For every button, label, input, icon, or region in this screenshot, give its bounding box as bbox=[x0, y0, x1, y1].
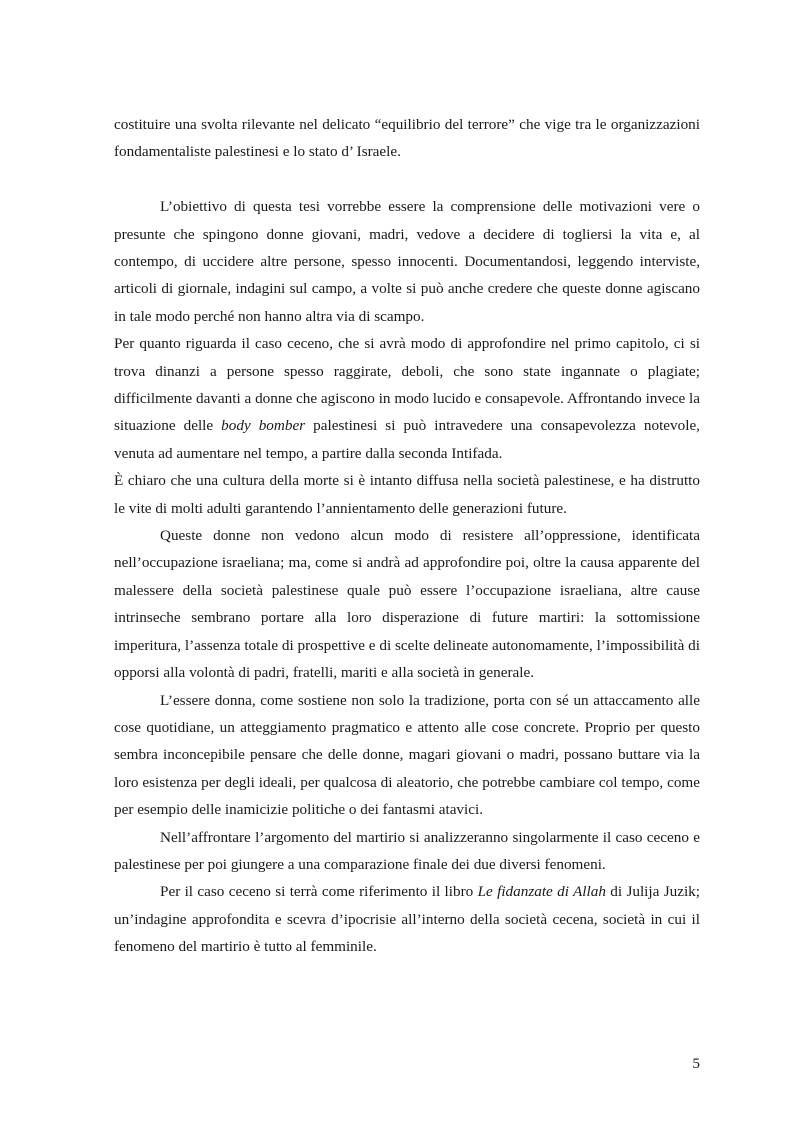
paragraph-8 bbox=[114, 878, 700, 960]
paragraph-1: costituire una svolta rilevante nel delicato “equilibrio del terrore” che vige tra le organizzazioni fondamentaliste palestinesi e lo stato d’ Israele. bbox=[114, 116, 700, 161]
paragraph-8-text-a: Per il caso ceceno si terrà come riferimento il libro bbox=[160, 883, 478, 901]
paragraph-8-text-b: di Julija Juzik; un’indagine approfondita e scevra d’ipocrisie all’interno della società cecena, società in cui il fenomeno del martirio è tutto al femminile. bbox=[114, 883, 700, 956]
paragraph-4: È chiaro che una cultura della morte si è intanto diffusa nella società palestinese, e ha distrutto le vite di molti adulti garantendo l’annientamento delle generazioni future. bbox=[114, 472, 700, 517]
paragraph-5: Queste donne non vedono alcun modo di resistere all’oppressione, identificata nell’occupazione israeliana; ma, come si andrà ad approfondire poi, oltre la causa apparente del malessere della società palestinese quale può essere l’occupazione israeliana, altre cause intrinseche sembrano portare alla loro disperazione di future martiri: la sottomissione imperitura, l’assenza totale di prospettive e di scelte delineate autonomamente, l’impossibilità di opporsi alla volontà di padri, fratelli, mariti e alla società in generale. bbox=[114, 527, 700, 682]
paragraph-7: Nell’affrontare l’argomento del martirio si analizzeranno singolarmente il caso ceceno e palestinese per poi giungere a una comparazione finale dei due diversi fenomeni. bbox=[114, 828, 700, 873]
paragraph-6: L’essere donna, come sostiene non solo la tradizione, porta con sé un attaccamento alle cose quotidiane, un atteggiamento pragmatico e attento alle cose concrete. Proprio per questo sembra inconcepibile pensare che delle donne, magari giovani o madri, possano buttare via la loro esistenza per degli ideali, per qualcosa di aleatorio, che potrebbe cambiare col tempo, come per esempio delle inamicizie politiche o dei fantasmi atavici. bbox=[114, 691, 700, 819]
paragraph-2: L’obiettivo di questa tesi vorrebbe essere la comprensione delle motivazioni vere o presunte che spingono donne giovani, madri, vedove a decidere di togliersi la vita e, al contempo, di uccidere altre persone, spesso innocenti. Documentandosi, leggendo interviste, articoli di giornale, indagini sul campo, a volte si può anche credere che queste donne agiscano in tale modo perché non hanno altra via di scampo. bbox=[114, 198, 700, 325]
paragraph-3-text-a: Per quanto riguarda il caso ceceno, che si avrà modo di approfondire nel primo capitolo, ci si trova dinanzi a persone spesso raggirate, deboli, che sono state ingannate o plagiate; difficilmente davanti a donne che agiscono in modo lucido e consapevole. Affrontando invece la situazione delle bbox=[114, 335, 700, 435]
document-body bbox=[114, 111, 700, 961]
paragraph-3-text-b: palestinesi si può intravedere una consapevolezza notevole, venuta ad aumentare nel tempo, a partire dalla seconda Intifada. bbox=[114, 417, 700, 462]
paragraph-3 bbox=[114, 330, 700, 467]
page-number: 5 bbox=[692, 1055, 700, 1072]
paragraph-3-italic: body bomber bbox=[221, 417, 306, 435]
paragraph-8-italic: Le fidanzate di Allah bbox=[477, 883, 606, 901]
